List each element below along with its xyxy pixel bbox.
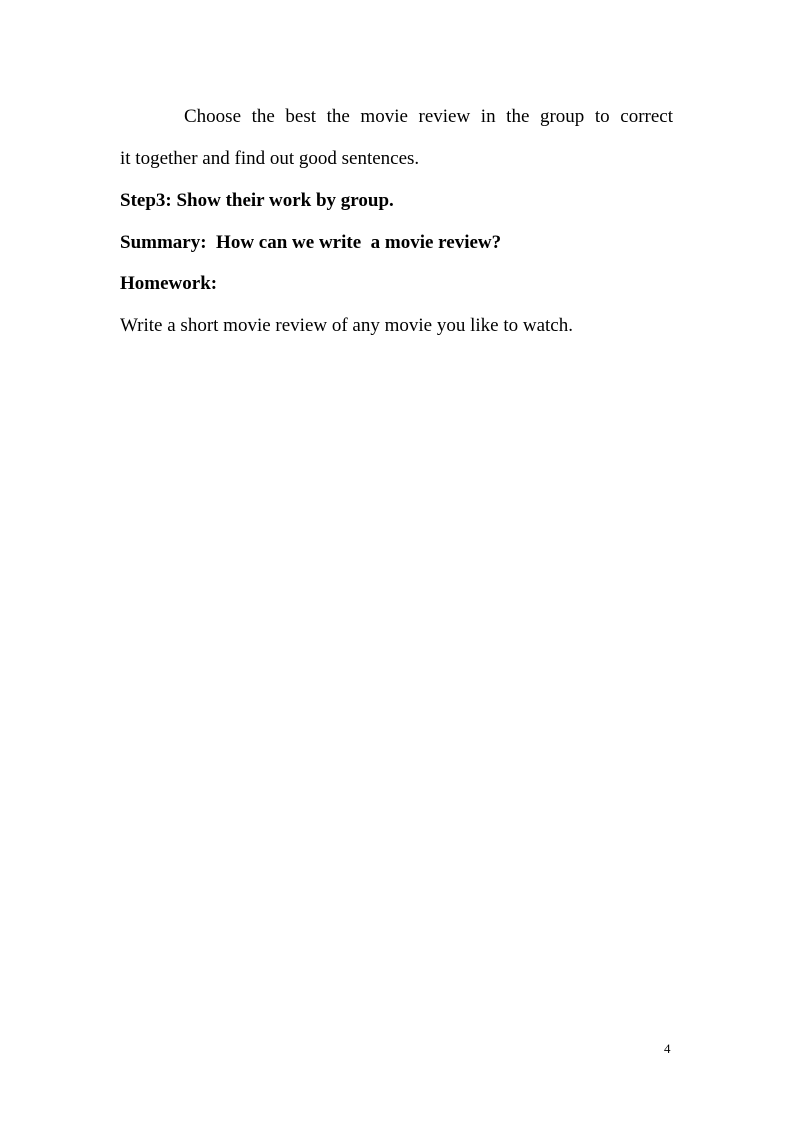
page-number: 4 [664, 1041, 671, 1056]
paragraph-line-2: it together and find out good sentences. [120, 148, 420, 169]
homework-heading: Homework: [120, 273, 218, 294]
step3-heading: Step3: Show their work by group. [120, 190, 394, 211]
paragraph-line-1: Choose the best the movie review in the group to correct [184, 106, 673, 127]
homework-text: Write a short movie review of any movie you like to watch. [120, 315, 573, 336]
summary-heading: Summary: How can we write a movie review? [120, 232, 502, 253]
